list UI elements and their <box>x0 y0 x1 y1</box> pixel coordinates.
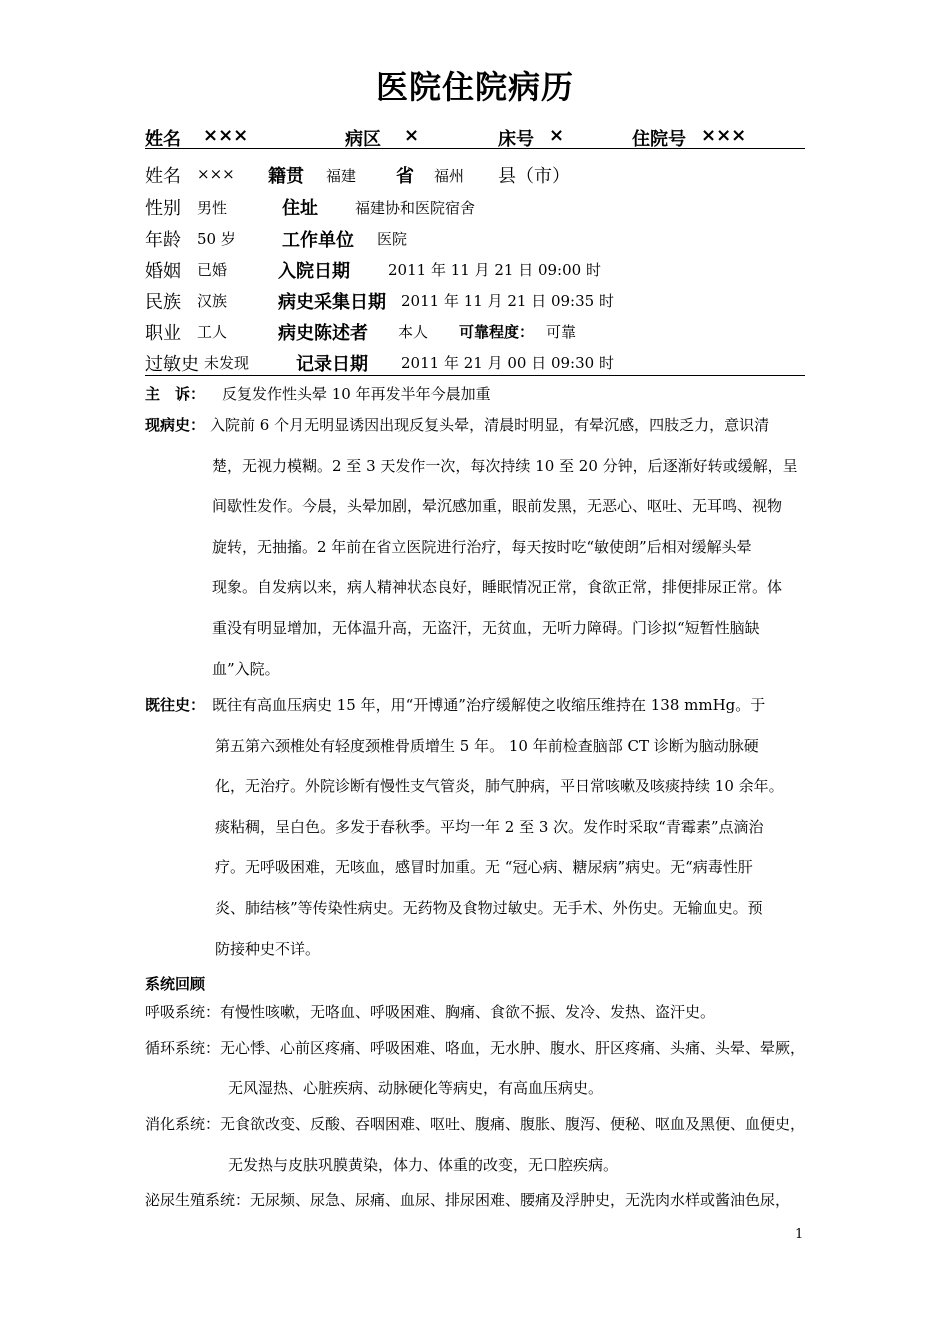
system-review-circulatory: 循环系统：无心悸、心前区疼痛、呼吸困难、咯血，无水肿、腹水、肝区疼痛、头痛、头晕、晕厥， <box>145 1039 806 1057</box>
present-illness-line: 重没有明显增加，无体温升高，无盗汗，无贫血，无听力障碍。门诊拟“短暂性脑缺 <box>212 619 760 637</box>
past-history-line: 疗。无呼吸困难，无咳血，感冒时加重。无 “冠心病、糖尿病”病史。无“病毒性肝 <box>215 858 753 876</box>
info-marital-value: 已婚 <box>197 261 228 279</box>
header-bed-label: 床号 <box>498 129 534 150</box>
header-name-label: 姓名 <box>145 129 181 150</box>
system-review-digestive: 消化系统：无食欲改变、反酸、吞咽困难、呕吐、腹痛、腹胀、腹泻、便秘、呕血及黑便、血便史， <box>145 1115 806 1133</box>
info-narrator-label: 病史陈述者 <box>278 323 368 344</box>
past-history-label: 既往史： <box>145 696 206 714</box>
past-history-line: 痰粘稠，呈白色。多发于春秋季。平均一年 2 至 3 次。发作时采取“青霉素”点滴治 <box>215 818 764 836</box>
info-address-label: 住址 <box>282 198 318 219</box>
page-title: 医院住院病历 <box>375 68 574 106</box>
header-divider <box>145 148 805 149</box>
past-history-line: 第五第六颈椎处有轻度颈椎骨质增生 5 年。 10 年前检查脑部 CT 诊断为脑动脉硬 <box>215 737 759 755</box>
info-history-date-value: 2011 年 11 月 21 日 09:35 时 <box>401 292 614 310</box>
chief-complaint-text: 反复发作性头晕 10 年再发半年今晨加重 <box>222 385 491 403</box>
present-illness-label: 现病史： <box>145 416 206 434</box>
info-ethnicity-value: 汉族 <box>197 292 228 310</box>
system-review-heading: 系统回顾 <box>145 975 206 993</box>
info-address-value: 福建协和医院宿舍 <box>355 199 476 217</box>
info-county-label: 县（市） <box>498 166 570 187</box>
system-review-urogenital: 泌尿生殖系统：无尿频、尿急、尿痛、血尿、排尿困难、腰痛及浮肿史，无洗肉水样或酱油色尿， <box>145 1191 791 1209</box>
past-history-line: 化，无治疗。外院诊断有慢性支气管炎，肺气肿病，平日常咳嗽及咳痰持续 10 余年。 <box>215 777 784 795</box>
info-occupation-label: 职业 <box>145 323 181 344</box>
header-bed-value: × <box>549 125 565 146</box>
present-illness-line: 楚，无视力模糊。2 至 3 天发作一次，每次持续 10 至 20 分钟，后逐渐好转或缓解，呈 <box>212 457 798 475</box>
info-name-label: 姓名 <box>145 166 181 187</box>
info-allergy-value: 未发现 <box>204 354 250 372</box>
info-province-label: 省 <box>396 166 414 187</box>
past-history-line: 炎、肺结核”等传染性病史。无药物及食物过敏史。无手术、外伤史。无输血史。预 <box>215 899 763 917</box>
past-history-line: 防接种史不详。 <box>215 940 321 958</box>
system-review-circulatory-cont: 无风湿热、心脏疾病、动脉硬化等病史，有高血压病史。 <box>228 1079 604 1097</box>
info-native-value: 福建 <box>326 167 357 185</box>
info-age-label: 年龄 <box>145 230 181 251</box>
info-native-label: 籍贯 <box>268 166 304 187</box>
info-gender-value: 男性 <box>197 199 228 217</box>
header-ward-label: 病区 <box>345 129 381 150</box>
info-name-value: ××× <box>197 165 235 183</box>
info-history-date-label: 病史采集日期 <box>278 292 386 313</box>
info-marital-label: 婚姻 <box>145 261 181 282</box>
info-allergy-label: 过敏史 <box>145 354 199 375</box>
info-record-date-value: 2011 年 21 月 00 日 09:30 时 <box>401 354 614 372</box>
info-record-date-label: 记录日期 <box>296 354 368 375</box>
info-gender-label: 性别 <box>145 198 181 219</box>
info-admit-date-value: 2011 年 11 月 21 日 09:00 时 <box>388 261 601 279</box>
header-name-value: ××× <box>203 125 249 146</box>
info-divider <box>145 375 805 376</box>
info-age-value: 50 岁 <box>197 230 236 248</box>
info-occupation-value: 工人 <box>197 323 228 341</box>
info-ethnicity-label: 民族 <box>145 292 181 313</box>
past-history-line: 既往有高血压病史 15 年，用“开博通”治疗缓解使之收缩压维持在 138 mmHg。于 <box>212 696 766 714</box>
info-narrator-value: 本人 <box>398 323 429 341</box>
system-review-digestive-cont: 无发热与皮肤巩膜黄染，体力、体重的改变，无口腔疾病。 <box>228 1156 619 1174</box>
info-workplace-value: 医院 <box>377 230 408 248</box>
chief-complaint-label: 主 诉： <box>145 385 206 403</box>
present-illness-line: 入院前 6 个月无明显诱因出现反复头晕，清晨时明显，有晕沉感，四肢乏力，意识清 <box>210 416 770 434</box>
present-illness-line: 现象。自发病以来，病人精神状态良好，睡眠情况正常，食欲正常，排便排尿正常。体 <box>212 578 783 596</box>
info-city-value: 福州 <box>434 167 465 185</box>
header-ward-value: × <box>404 125 420 146</box>
header-admission-no-label: 住院号 <box>632 129 686 150</box>
info-reliability-value: 可靠 <box>546 323 577 341</box>
info-admit-date-label: 入院日期 <box>278 261 350 282</box>
present-illness-line: 血”入院。 <box>212 660 280 678</box>
present-illness-line: 旋转，无抽搐。2 年前在省立医院进行治疗，每天按时吃“敏使朗”后相对缓解头晕 <box>212 538 752 556</box>
page-number: 1 <box>795 1227 804 1242</box>
system-review-respiratory: 呼吸系统：有慢性咳嗽，无咯血、呼吸困难、胸痛、食欲不振、发冷、发热、盗汗史。 <box>145 1003 716 1021</box>
info-reliability-label: 可靠程度： <box>459 323 535 341</box>
present-illness-line: 间歇性发作。今晨，头晕加剧，晕沉感加重，眼前发黑，无恶心、呕吐、无耳鸣、视物 <box>212 497 783 515</box>
header-admission-no-value: ××× <box>701 125 747 146</box>
info-workplace-label: 工作单位 <box>282 230 354 251</box>
